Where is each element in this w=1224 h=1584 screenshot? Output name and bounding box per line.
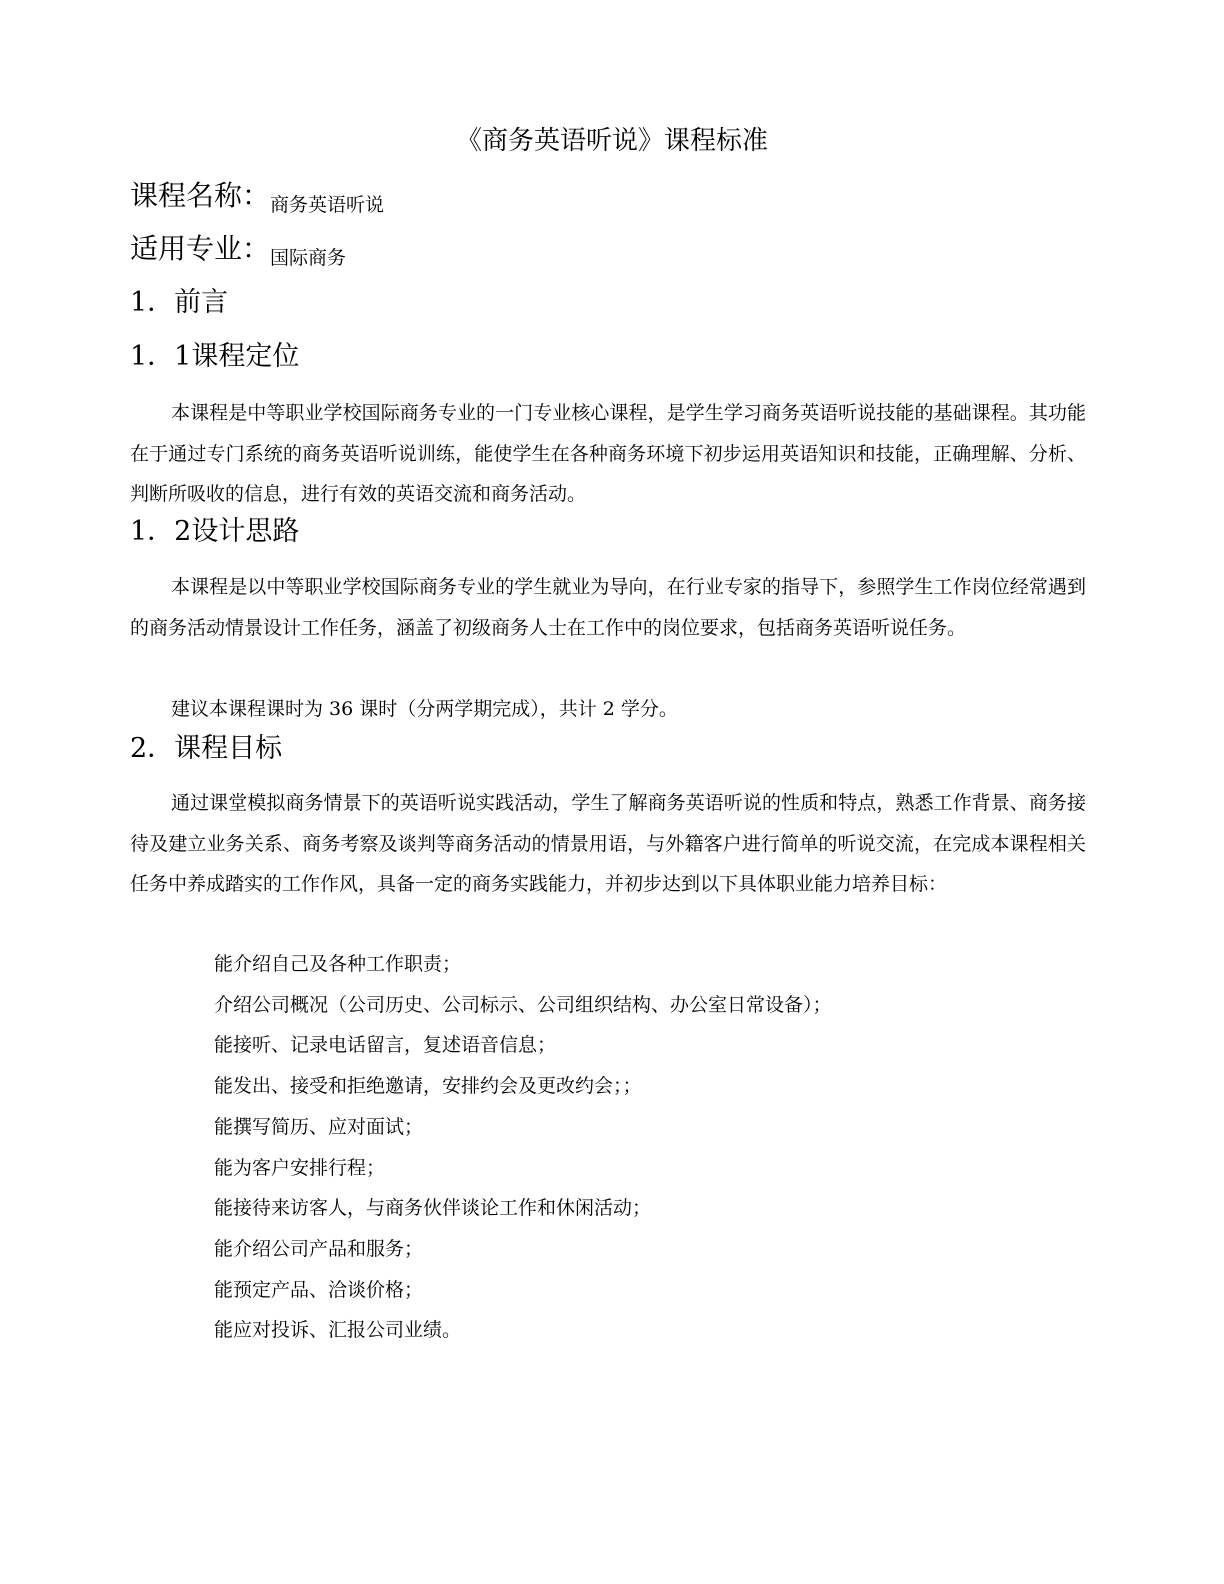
positioning-heading: 1．1课程定位	[130, 341, 300, 372]
major-value: 国际商务	[270, 247, 347, 269]
design-paragraph: 本课程是以中等职业学校国际商务专业的学生就业为导向，在行业专家的指导下，参照学生工作岗位经常遇到的商务活动情景设计工作任务，涵盖了初级商务人士在工作中的岗位要求，包括商务英语听说任务。	[130, 576, 1086, 639]
goal-item: 能接待来访客人，与商务伙伴谈论工作和休闲活动；	[214, 1197, 652, 1220]
goal-item: 能撰写简历、应对面试；	[214, 1115, 424, 1138]
goal-item: 能为客户安排行程；	[214, 1156, 386, 1179]
goals-intro-paragraph: 通过课堂模拟商务情景下的英语听说实践活动，学生了解商务英语听说的性质和特点，熟悉工作背景、商务接待及建立业务关系、商务考察及谈判等商务活动的情景用语，与外籍客户进行简单的听说交流，在完成本课程相关任务中养成踏实的工作作风，具备一定的商务实践能力，并初步达到以下具体职业能力培养目标：	[130, 792, 1086, 895]
design-heading: 1．2设计思路	[130, 516, 300, 547]
major-label: 适用专业：	[130, 232, 271, 265]
document-title: 《商务英语听说》课程标准	[455, 126, 768, 156]
goal-item: 能接听、记录电话留言，复述语音信息；	[214, 1034, 557, 1057]
goal-item: 能应对投诉、汇报公司业绩。	[214, 1319, 462, 1342]
goal-item: 能预定产品、洽谈价格；	[214, 1278, 424, 1301]
goal-item: 能介绍公司产品和服务；	[214, 1237, 424, 1260]
goal-item: 介绍公司概况（公司历史、公司标示、公司组织结构、办公室日常设备）；	[214, 993, 832, 1016]
major-row	[130, 229, 346, 278]
goal-item: 能介绍自己及各种工作职责；	[214, 953, 462, 975]
credit-paragraph: 建议本课程课时为 36 课时（分两学期完成），共计 2 学分。	[171, 698, 678, 720]
goal-item: 能发出、接受和拒绝邀请，安排约会及更改约会；；	[214, 1075, 642, 1098]
goals-list	[214, 944, 1074, 1351]
course-name-row	[130, 176, 384, 225]
course-name-label: 课程名称：	[130, 179, 271, 212]
course-name-value: 商务英语听说	[270, 194, 385, 216]
positioning-paragraph: 本课程是中等职业学校国际商务专业的一门专业核心课程，是学生学习商务英语听说技能的基础课程。其功能在于通过专门系统的商务英语听说训练，能使学生在各种商务环境下初步运用英语知识和技能，正确理解、分析、判断所吸收的信息，进行有效的英语交流和商务活动。	[130, 402, 1086, 505]
goals-heading: 2．课程目标	[130, 733, 283, 764]
preface-heading: 1．前言	[130, 287, 229, 318]
